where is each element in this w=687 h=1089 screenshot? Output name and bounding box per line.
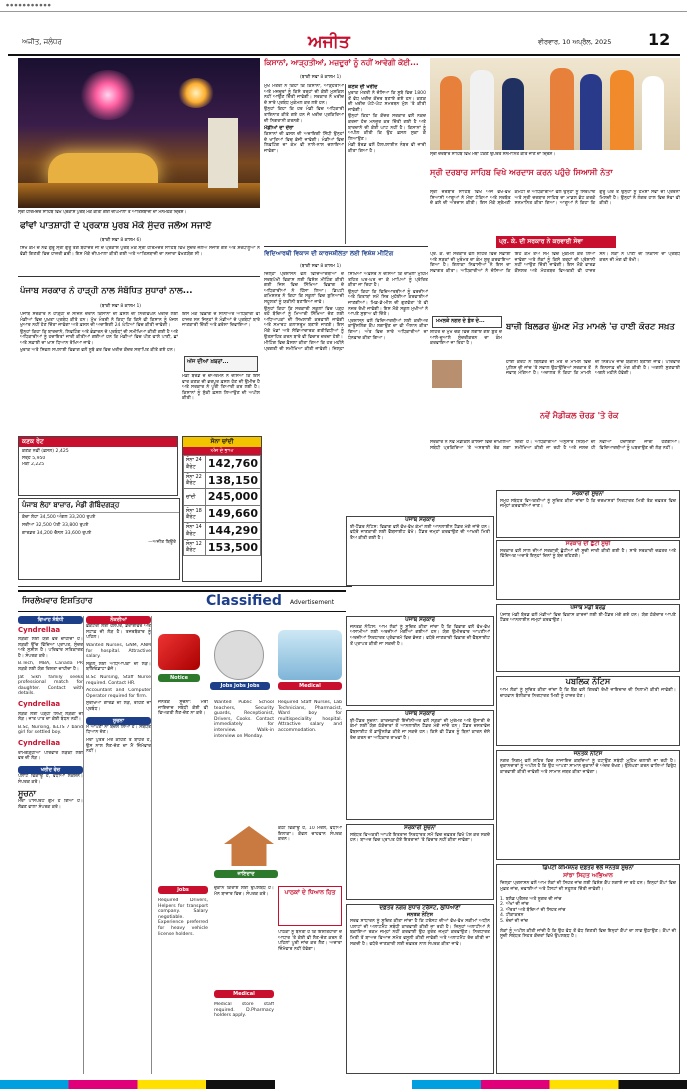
suchna-label: ਸੂਚਨਾ xyxy=(18,789,37,799)
notice-box-r-top xyxy=(496,490,680,538)
notice-box-r-2 xyxy=(496,604,680,672)
section-head: Notice xyxy=(158,674,200,682)
gold-title: ਸੋਨਾ ਚਾਂਦੀ xyxy=(183,437,261,447)
patrak-box xyxy=(278,886,342,926)
classified-punjabi: ਸਿਰਲੇਖਵਾਰ ਇਸ਼ਤਿਹਾਰ xyxy=(22,596,93,605)
darbar-headline: ਸ੍ਰੀ ਦਰਬਾਰ ਸਾਹਿਬ ਵਿਖੇ ਅਰਦਾਸ ਕਰਨ ਪਹੁੰਚੇ ਸਿਆਸੀ ਨੇਤਾ xyxy=(430,168,613,177)
notice-title: ਦਫ਼ਤਰ ਨਗਰ ਸੁਧਾਰ ਟਰੱਸਟ, ਲੁਧਿਆਣਾ xyxy=(379,905,461,911)
small-boxed-item xyxy=(184,356,258,372)
portrait-photo xyxy=(432,360,462,388)
gold-row-value: 138,150 xyxy=(205,472,260,489)
ad-text: ਮੇਰਾ ਪਾਸਪੋਰਟ ਗੁੰਮ ਹੋ ਗਿਆ ਹੈ। ਲੱਭਣ ਵਾਲਾ ਸੰਪਰਕ ਕਰੇ। xyxy=(18,799,83,811)
divider xyxy=(345,84,346,244)
rates-box xyxy=(18,436,178,496)
mandi-reporter: —ਅਜੀਤ ਬਿਊਰੋ xyxy=(148,539,176,545)
medical-tag: Medical xyxy=(278,682,342,690)
main-body: ਸਿੱਖ ਕੌਮ ਦੇ ਨੌਵੇਂ ਗੁਰੂ ਸ੍ਰੀ ਗੁਰੂ ਤੇਗ ਬਹਾਦਰ ਜੀ ਦੇ ਪ੍ਰਕਾਸ਼ ਪੁਰਬ ਮੌਕੇ ਸ੍ਰੀ ਹਰਿਮੰਦਰ ਸਾਹਿਬ ਵਿਖੇ ਸੁੰਦਰ ਜਲੌਅ ਸਜਾਏ ਗਏ ਅਤੇ ਸ਼ਰਧਾਲੂਆਂ ਨੇ ਵੱਡੀ ਗਿਣਤੀ ਵਿਚ ਹਾਜ਼ਰੀ ਭਰੀ। ਇਸ ਮੌਕੇ ਦੀਪਮਾਲਾ ਕੀਤੀ ਗਈ ਅਤੇ ਆਤਿਸ਼ਬਾਜ਼ੀ ਦਾ ਨਜ਼ਾਰਾ ਵੇਖਣਯੋਗ ਸੀ। xyxy=(20,246,260,257)
brand-label: Cyndrellaa xyxy=(18,699,61,708)
darbar-photo xyxy=(430,58,680,150)
kisan-sub2: ਕਣਕ ਦੀ ਖਰੀਦ xyxy=(348,84,378,90)
mandi-row-3: ਗਾਰਡਰ 34,200 ਚੈਨਲ 33,600 ਰੁਪਏ xyxy=(22,530,92,536)
inset-item-title: ਮਮਲਕੇ ਨਗਰ ਦੇ ਬੁੱਤ ਦੇ... xyxy=(436,318,485,324)
rates-item-2: ਸਰ੍ਹੋਂ 5,950 xyxy=(22,456,46,462)
notice-title: ਡਿਪਟੀ ਕਮਿਸ਼ਨਰ ਦਫ਼ਤਰ ਵਲੋਂ ਜਨਤਕ ਸੂਚਨਾ xyxy=(542,865,634,871)
mandi-row-2: ਸਰੀਆ 32,500 ਪੱਤੀ 33,800 ਰੁਪਏ xyxy=(22,523,89,529)
ad-text: ਕੋਠੀ ਵਿਕਾਊ ਹੈ, 10 ਮਰਲੇ, ਵਧੀਆ ਇਲਾਕਾ। ਕੇਵਲ ਚਾਹਵਾਨ ਸੰਪਰਕ ਕਰਨ। xyxy=(278,826,342,843)
rates-item-3: ਮੱਕੀ 2,225 xyxy=(22,461,45,467)
header-date: ਵੀਰਵਾਰ, 10 ਅਪ੍ਰੈਲ, 2025 xyxy=(538,38,612,46)
section-head: Jobs xyxy=(158,886,208,894)
punjab-continued: (ਬਾਕੀ ਸਫਾ 8 ਕਾਲਮ 1) xyxy=(100,304,142,309)
bijli-body: ਜ਼ਿਲ੍ਹਾ ਪ੍ਰਸ਼ਾਸਨ ਵਲੋਂ ਵਿਦਿਆਰਥੀਆਂ ਦੇ ਸਰਬਪੱਖੀ ਵਿਕਾਸ ਲਈ ਵਿਸ਼ੇਸ਼ ਮੀਟਿੰਗ ਕੀਤੀ ਗਈ ਜਿਸ ਵਿਚ ਸਿੱਖਿਆ ਵਿਭਾਗ ਦੇ ਅਧਿਕਾਰੀਆਂ ਨੇ ਹਿੱਸਾ ਲਿਆ। ਡਿਪਟੀ ਕਮਿਸ਼ਨਰ ਨੇ ਕਿਹਾ ਕਿ ਸਕੂਲਾਂ ਵਿਚ ਬੁਨਿਆਦੀ ਸਹੂਲਤਾਂ ਨੂੰ ਯਕੀਨੀ ਬਣਾਇਆ ਜਾਵੇ। ਉਨ੍ਹਾਂ ਕਿਹਾ ਕਿ ਸਰਕਾਰੀ ਸਕੂਲਾਂ ਵਿਚ ਪੜ੍ਹ ਰਹੇ ਬੱਚਿਆਂ ਨੂੰ ਮਿਆਰੀ ਸਿੱਖਿਆ ਦੇਣ ਲਈ ਅਧਿਆਪਕਾਂ ਦੀ ਸਿਖਲਾਈ ਕਰਵਾਈ ਜਾਵੇਗੀ ਅਤੇ ਸਮਾਰਟ ਕਲਾਸਰੂਮ ਬਣਾਏ ਜਾਣਗੇ। ਇਸ ਮੌਕੇ ਖੇਡਾਂ ਅਤੇ ਸੱਭਿਆਚਾਰਕ ਗਤੀਵਿਧੀਆਂ ਨੂੰ ਉਤਸ਼ਾਹਿਤ ਕਰਨ ਬਾਰੇ ਵੀ ਵਿਚਾਰ ਚਰਚਾ ਹੋਈ। ਮੀਟਿੰਗ ਵਿਚ ਫ਼ੈਸਲਾ ਕੀਤਾ ਗਿਆ ਕਿ ਹਰ ਮਹੀਨੇ ਪ੍ਰਗਤੀ ਦੀ ਸਮੀਖਿਆ ਕੀਤੀ ਜਾਵੇਗੀ। ਜ਼ਿਲ੍ਹਾ ਸਿੱਖਿਆ ਅਫ਼ਸਰ ਨੇ ਦੱਸਿਆ ਕਿ ਦਾਖ਼ਲਾ ਮੁਹਿੰਮ ਤਹਿਤ ਘਰ-ਘਰ ਜਾ ਕੇ ਮਾਪਿਆਂ ਨੂੰ ਪ੍ਰੇਰਿਤ ਕੀਤਾ ਜਾ ਰਿਹਾ ਹੈ। ਉਨ੍ਹਾਂ ਕਿਹਾ ਕਿ ਵਿਦਿਆਰਥੀਆਂ ਨੂੰ ਵਰਦੀਆਂ ਅਤੇ ਕਿਤਾਬਾਂ ਸਮੇਂ ਸਿਰ ਮੁਹੱਈਆ ਕਰਵਾਈਆਂ ਜਾਣਗੀਆਂ। ਮਿਡ-ਡੇ-ਮੀਲ ਦੀ ਗੁਣਵੱਤਾ 'ਤੇ ਵੀ ਨਜ਼ਰ ਰੱਖੀ ਜਾਵੇਗੀ। ਇਸ ਮੌਕੇ ਸਕੂਲ ਮੁਖੀਆਂ ਨੇ ਆਪਣੇ ਸੁਝਾਅ ਵੀ ਦਿੱਤੇ। ਪ੍ਰਸ਼ਾਸਨ ਵਲੋਂ ਵਿਦਿਆਰਥੀਆਂ ਲਈ ਕਰੀਅਰ ਕਾਊਂਸਲਿੰਗ ਕੈਂਪ ਲਗਾਉਣ ਦਾ ਵੀ ਐਲਾਨ ਕੀਤਾ ਗਿਆ। ਅੰਤ ਵਿਚ ਸਾਰੇ ਅਧਿਕਾਰੀਆਂ ਦਾ ਧੰਨਵਾਦ ਕੀਤਾ ਗਿਆ। xyxy=(264,272,428,352)
ad-text: ਪਾਠਕਾਂ ਨੂੰ ਬੇਨਤੀ ਹੈ ਕਿ ਇਸ਼ਤਿਹਾਰਾਂ ਦੇ ਆਧਾਰ 'ਤੇ ਕੋਈ ਵੀ ਲੈਣ-ਦੇਣ ਕਰਨ ਤੋਂ ਪਹਿਲਾਂ ਪੂਰੀ ਜਾਂਚ ਕਰ ਲੈਣ। ਅਦਾਰਾ ਜ਼ਿੰਮੇਵਾਰ ਨਹੀਂ ਹੋਵੇਗਾ। xyxy=(278,930,342,952)
section-head: ਵਿਆਹ ਸੰਬੰਧੀ xyxy=(18,616,83,624)
gold-row xyxy=(184,539,261,556)
darbar-body: ਸ੍ਰੀ ਦਰਬਾਰ ਸਾਹਿਬ ਵਿਖੇ ਅੱਜ ਵੱਖ-ਵੱਖ ਸਿਆਸੀ ਆਗੂਆਂ ਨੇ ਮੱਥਾ ਟੇਕਿਆ ਅਤੇ ਸਰਬੱਤ ਦੇ ਭਲੇ ਦੀ ਅਰਦਾਸ ਕੀਤੀ। ਇਸ ਮੌਕੇ ਸ਼੍ਰੋਮਣੀ ਕਮੇਟੀ ਦੇ ਅਧਿਕਾਰੀਆਂ ਵਲੋਂ ਉਨ੍ਹਾਂ ਨੂੰ ਸਿਰੋਪਾਓ ਅਤੇ ਸ੍ਰੀ ਦਰਬਾਰ ਸਾਹਿਬ ਦਾ ਮਾਡਲ ਭੇਟ ਕਰਕੇ ਸਨਮਾਨਿਤ ਕੀਤਾ ਗਿਆ। ਆਗੂਆਂ ਨੇ ਕਿਹਾ ਕਿ ਗੁਰੂ ਘਰ ਤੋਂ ਉਨ੍ਹਾਂ ਨੂੰ ਹਮੇਸ਼ਾ ਸੇਵਾ ਦੀ ਪ੍ਰੇਰਨਾ ਮਿਲਦੀ ਹੈ। ਉਨ੍ਹਾਂ ਨੇ ਲੰਗਰ ਹਾਲ ਵਿਚ ਸੇਵਾ ਵੀ ਕੀਤੀ। xyxy=(430,190,680,207)
notice-body: ਲੋਕਾਂ ਨੂੰ ਅਪੀਲ ਕੀਤੀ ਜਾਂਦੀ ਹੈ ਕਿ ਉਹ ਵੱਧ ਤੋਂ ਵੱਧ ਗਿਣਤੀ ਵਿਚ ਇਨ੍ਹਾਂ ਕੈਂਪਾਂ ਦਾ ਲਾਭ ਉਠਾਉਣ। ਕੈਂਪਾਂ ਦੀ ਸੂਚੀ ਸਬੰਧਤ ਸਿਹਤ ਕੇਂਦਰਾਂ ਵਿਖੇ ਉਪਲਬਧ ਹੈ। xyxy=(500,928,676,940)
section-head: ਨੌਕਰੀਆਂ xyxy=(86,616,151,624)
ad-text: B.Sc, Nursing, IELTS 7 band girl for settled boy. xyxy=(18,724,83,736)
notice-subtitle: ਸਾਂਝਾ ਸਿਹਤ ਅਭਿਆਨ xyxy=(563,871,613,879)
ad-text: ਰਾਮਗੜ੍ਹੀਆ ਪਰਿਵਾਰ ਲੜਕੀ ਲਈ ਵਰ ਦੀ ਲੋੜ। xyxy=(18,750,83,762)
gold-row xyxy=(184,522,261,539)
bari-body-2: ਸਰਕਾਰ ਨੇ ਨਵੇਂ ਮੈਡੀਕਲ ਕਾਲਜਾਂ ਵਿਚ ਦਾਖ਼ਲਿਆਂ ਸਬੰਧੀ ਪ੍ਰਕਿਰਿਆ 'ਤੇ ਅਸਥਾਈ ਰੋਕ ਲਗਾ ਦਿੱਤੀ ਹੈ। ਅਧਿਕਾਰੀਆਂ ਅਨੁਸਾਰ ਨਿਯਮਾਂ ਦੀ ਸਮੀਖਿਆ ਕੀਤੀ ਜਾ ਰਹੀ ਹੈ ਅਤੇ ਜਲਦ ਹੀ ਨਵੀਂਆਂ ਹਦਾਇਤਾਂ ਜਾਰੀ ਹੋਣਗੀਆਂ। ਵਿਦਿਆਰਥੀਆਂ ਨੂੰ ਘਬਰਾਉਣ ਦੀ ਲੋੜ ਨਹੀਂ। xyxy=(430,440,680,451)
patrak-title: ਪਾਠਕਾਂ ਦੇ ਧਿਆਨ ਹਿਤ xyxy=(284,889,336,896)
main-photo-caption: ਸ੍ਰੀ ਹਰਿਮੰਦਰ ਸਾਹਿਬ ਵਿਖੇ ਪ੍ਰਕਾਸ਼ ਪੁਰਬ ਮੌਕੇ ਕੀਤੀ ਗਈ ਦੀਪਮਾਲਾ ਤੇ ਆਤਿਸ਼ਬਾਜ਼ੀ ਦਾ ਮਨਮੋਹਕ ਦ੍ਰਿਸ਼। xyxy=(18,210,187,215)
header-city: ਅਜੀਤ, ਜਲੰਧਰ xyxy=(22,38,62,46)
notice-box-r-1 xyxy=(496,540,680,600)
gold-row-value: 144,290 xyxy=(205,522,260,539)
notice-box-r-4 xyxy=(496,750,680,860)
ad-text: Wanted Nurses, GNM, ANM for hospital. Attractive salary. xyxy=(86,643,151,660)
mandi-row-1: ਕੱਚਾ ਲੋਹਾ 34,500 ਅੰਗਲ 33,200 ਰੁਪਏ xyxy=(22,514,96,520)
gold-row xyxy=(184,472,261,489)
ad-text: Accountant and Computer Operator required for firm. xyxy=(86,688,151,699)
ad-text: ਪਲਾਟ ਵਿਕਾਊ ਹੈ, ਵਧੀਆ ਲੋਕੇਸ਼ਨ। ਸੰਪਰਕ ਕਰੋ। xyxy=(18,774,83,785)
notice-title: ਪਬਲਿਕ ਨੋਟਿਸ xyxy=(565,677,611,686)
mandi-box xyxy=(18,498,180,580)
ad-text: Jat Sikh family seeks professional match for daughter. Contact with details. xyxy=(18,674,83,697)
notice-body: ਸਮੂਹ ਸਬੰਧਤ ਵਿਅਕਤੀਆਂ ਨੂੰ ਸੂਚਿਤ ਕੀਤਾ ਜਾਂਦਾ ਹੈ ਕਿ ਦਰਖ਼ਾਸਤਾਂ ਨਿਰਧਾਰਤ ਮਿਤੀ ਤੱਕ ਦਫ਼ਤਰ ਵਿਚ ਜਮ੍ਹਾਂ ਕਰਵਾਈਆਂ ਜਾਣ। xyxy=(500,498,676,510)
punjab-body: ਪੰਜਾਬ ਸਰਕਾਰ ਨੇ ਹਾੜ੍ਹੀ ਦੇ ਸੀਜ਼ਨ ਦੌਰਾਨ ਕਿਸਾਨਾਂ ਦੀ ਫ਼ਸਲ ਦੀ ਨਿਰਵਿਘਨ ਖਰੀਦ ਲਈ ਮੰਡੀਆਂ ਵਿਚ ਪੁਖ਼ਤਾ ਪ੍ਰਬੰਧ ਕੀਤੇ ਹਨ। ਮੁੱਖ ਮੰਤਰੀ ਨੇ ਕਿਹਾ ਕਿ ਕਿਸੇ ਵੀ ਕਿਸਾਨ ਨੂੰ ਖੱਜਲ ਖੁਆਰ ਨਹੀਂ ਹੋਣ ਦਿੱਤਾ ਜਾਵੇਗਾ ਅਤੇ ਫ਼ਸਲ ਦੀ ਅਦਾਇਗੀ 24 ਘੰਟਿਆਂ ਵਿਚ ਕੀਤੀ ਜਾਵੇਗੀ। ਉਨ੍ਹਾਂ ਕਿਹਾ ਕਿ ਬਾਰਦਾਨੇ, ਲਿਫਟਿੰਗ ਅਤੇ ਭੰਡਾਰਨ ਦੇ ਪ੍ਰਬੰਧਾਂ ਦੀ ਸਮੀਖਿਆ ਕੀਤੀ ਗਈ ਹੈ ਅਤੇ ਅਧਿਕਾਰੀਆਂ ਨੂੰ ਹਦਾਇਤਾਂ ਜਾਰੀ ਕੀਤੀਆਂ ਗਈਆਂ ਹਨ ਕਿ ਮੰਡੀਆਂ ਵਿਚ ਪੀਣ ਵਾਲੇ ਪਾਣੀ, ਛਾਂ ਅਤੇ ਸਫ਼ਾਈ ਦਾ ਖ਼ਾਸ ਧਿਆਨ ਰੱਖਿਆ ਜਾਵੇ। ਖੁਰਾਕ ਅਤੇ ਸਿਵਲ ਸਪਲਾਈ ਵਿਭਾਗ ਵਲੋਂ ਸੂਬੇ ਭਰ ਵਿਚ ਖਰੀਦ ਕੇਂਦਰ ਸਥਾਪਿਤ ਕੀਤੇ ਗਏ ਹਨ। xyxy=(20,312,178,353)
gold-row xyxy=(184,506,261,523)
page-number: 12 xyxy=(648,30,671,49)
darbar-caption: ਸ੍ਰੀ ਦਰਬਾਰ ਸਾਹਿਬ ਵਿਖੇ ਮੱਥਾ ਟੇਕਣ ਉਪਰੰਤ ਸਨਮਾਨਿਤ ਕੀਤੇ ਜਾਣ ਦਾ ਦ੍ਰਿਸ਼। xyxy=(430,152,556,157)
brand-label: Cyndrellaa xyxy=(18,626,61,635)
notice-body: ਸਰਕਾਰ ਵਲੋਂ ਸਾਲ ਦੀਆਂ ਸਰਕਾਰੀ ਛੁੱਟੀਆਂ ਦੀ ਸੂਚੀ ਜਾਰੀ ਕੀਤੀ ਗਈ ਹੈ। ਸਾਰੇ ਸਰਕਾਰੀ ਦਫ਼ਤਰ ਅਤੇ ਵਿੱਦਿਅਕ ਅਦਾਰੇ ਇਨ੍ਹਾਂ ਦਿਨਾਂ ਨੂੰ ਬੰਦ ਰਹਿਣਗੇ। xyxy=(500,548,676,560)
mandi-headline: ਪੰਜਾਬ ਲੇਹਾ ਬਾਜ਼ਾਰ, ਮੰਡੀ ਗੋਬਿੰਦਗੜ੍ਹ xyxy=(19,499,179,513)
punjab-body-2: ਇਸ ਮੌਕੇ ਵਿਭਾਗ ਦੇ ਸੀਨੀਅਰ ਅਧਿਕਾਰੀ ਵੀ ਹਾਜ਼ਰ ਸਨ ਜਿਨ੍ਹਾਂ ਨੇ ਮੰਡੀਆਂ ਦੇ ਪ੍ਰਬੰਧਾਂ ਬਾਰੇ ਜਾਣਕਾਰੀ ਦਿੱਤੀ ਅਤੇ ਭਰੋਸਾ ਦਿਵਾਇਆ। xyxy=(182,312,260,329)
notice-box-mid-2 xyxy=(346,616,494,706)
notice-box-r-3 xyxy=(496,676,680,746)
section-head: ਖਰੀਦ ਵੇਚ xyxy=(18,766,83,774)
notice-title: ਜਨਤਕ ਨੋਟਿਸ xyxy=(573,751,603,757)
classified-col-2 xyxy=(86,616,152,1074)
notice-title: ਪੰਜਾਬ ਮੰਡੀ ਬੋਰਡ xyxy=(570,605,606,611)
masthead-logo: ਅਜੀਤ xyxy=(308,32,350,52)
notice-box-r-5 xyxy=(496,864,680,1074)
gold-row xyxy=(184,455,261,472)
kisan-headline: ਕਿਸਾਨਾਂ, ਆੜ੍ਹਤੀਆਂ, ਮਜ਼ਦੂਰਾਂ ਨੂੰ ਨਹੀਂ ਆਵੇਗੀ ਕੋਈ... xyxy=(264,58,419,67)
bijli-continued: (ਬਾਕੀ ਸਫਾ 8 ਕਾਲਮ 1) xyxy=(300,264,342,269)
classified-col-1 xyxy=(18,616,84,1074)
pk-headline-bar xyxy=(496,236,616,248)
brand-label: Cyndrellaa xyxy=(18,739,61,748)
ad-text: Wanted Public School teachers, Security guards, Receptionist, Drivers, Cooks. Contact immediately for interview. Walk-in interview on Monday. xyxy=(214,700,274,739)
ad-text: Required Drivers, Helpers for transport company. Salary negotiable. Experience preferred for heavy vehicle license holders. xyxy=(158,898,208,937)
gold-row-label: ਸੋਨਾ 24 ਕੈਰੇਟ xyxy=(184,455,206,472)
rates-title: ਕਣਕ ਰੇਟ xyxy=(19,437,177,447)
gold-row-label: ਸੋਨਾ 22 ਕੈਰੇਟ xyxy=(184,472,206,489)
ad-text: ਜਨਤਕ ਸੂਚਨਾ: ਮੇਰੀ ਜਾਇਦਾਦ ਸਬੰਧੀ ਕੋਈ ਵੀ ਵਿਅਕਤੀ ਲੈਣ-ਦੇਣ ਨਾ ਕਰੇ। xyxy=(158,700,208,717)
firework-burst xyxy=(78,70,138,120)
notice-body: ਆਮ ਲੋਕਾਂ ਨੂੰ ਸੂਚਿਤ ਕੀਤਾ ਜਾਂਦਾ ਹੈ ਕਿ ਬੈਂਕ ਵਲੋਂ ਗਿਰਵੀ ਰੱਖੀ ਜਾਇਦਾਦ ਦੀ ਨਿਲਾਮੀ ਕੀਤੀ ਜਾਵੇਗੀ। ਚਾਹਵਾਨ ਬੋਲੀਕਾਰ ਨਿਰਧਾਰਤ ਮਿਤੀ ਨੂੰ ਹਾਜ਼ਰ ਹੋਣ। xyxy=(500,688,676,699)
notice-box-mid-5 xyxy=(346,904,494,1074)
bari-sub: ਨਵੇਂ ਮੈਡੀਕਲ ਚੋਰਡ 'ਤੇ ਰੋਕ xyxy=(540,411,619,420)
punjab-headline: ਪੰਜਾਬ ਸਰਕਾਰ ਨੇ ਹਾੜ੍ਹੀ ਨਾਲ ਸੰਬੰਧਿਤ ਸੁਧਾਰਾਂ ਨਾਲ... xyxy=(20,286,193,296)
ad-text: ਦੁਕਾਨ ਕਿਰਾਏ ਲਈ ਉਪਲਬਧ ਹੈ। ਮੇਨ ਬਾਜ਼ਾਰ ਵਿਚ। ਸੰਪਰਕ ਕਰੋ। xyxy=(214,886,274,897)
notice-body: ਈ-ਟੈਂਡਰ ਸੂਚਨਾ: ਕਾਰਜਕਾਰੀ ਇੰਜੀਨੀਅਰ ਵਲੋਂ ਸੜਕਾਂ ਦੀ ਮੁਰੰਮਤ ਅਤੇ ਉਸਾਰੀ ਦੇ ਕੰਮਾਂ ਲਈ ਯੋਗ ਠੇਕੇਦਾਰਾਂ ਤੋਂ ਆਨਲਾਈਨ ਟੈਂਡਰ ਮੰਗੇ ਜਾਂਦੇ ਹਨ। ਟੈਂਡਰ ਦਸਤਾਵੇਜ਼ ਵੈੱਬਸਾਈਟ ਤੋਂ ਡਾਊਨਲੋਡ ਕੀਤੇ ਜਾ ਸਕਦੇ ਹਨ। ਕਿਸੇ ਵੀ ਟੈਂਡਰ ਨੂੰ ਬਿਨਾਂ ਕਾਰਨ ਦੱਸੇ ਰੱਦ ਕਰਨ ਦਾ ਅਧਿਕਾਰ ਰਾਖਵਾਂ ਹੈ। xyxy=(350,718,490,741)
notice-title: ਪੰਜਾਬ ਸਰਕਾਰ xyxy=(405,517,435,523)
rates-item-1: ਕਣਕ ਨਵੀਂ (ਫ਼ਸਲ) 2,425 xyxy=(22,448,69,454)
gold-row-label: ਚਾਂਦੀ xyxy=(184,489,206,506)
medical-staff-icon xyxy=(278,630,342,680)
notice-title: ਸਰਕਾਰੀ ਸੂਚਨਾ xyxy=(404,825,436,831)
kisan-body-2: ਕਣਕ ਦੀ ਖਰੀਦ ਖੁਰਾਕ ਮੰਤਰੀ ਨੇ ਦੱਸਿਆ ਕਿ ਸੂਬੇ ਵਿਚ 1800 ਤੋਂ ਵੱਧ ਖਰੀਦ ਕੇਂਦਰ ਬਣਾਏ ਗਏ ਹਨ। ਕਣਕ ਦੀ ਖਰੀਦ ਘੱਟੋ-ਘੱਟ ਸਮਰਥਨ ਮੁੱਲ 'ਤੇ ਕੀਤੀ ਜਾਵੇਗੀ। ਉਨ੍ਹਾਂ ਕਿਹਾ ਕਿ ਕੇਂਦਰ ਸਰਕਾਰ ਵਲੋਂ ਨਕਦ ਕਰਜ਼ਾ ਹੱਦ ਮਨਜ਼ੂਰ ਕਰ ਦਿੱਤੀ ਗਈ ਹੈ ਅਤੇ ਬਾਰਦਾਨੇ ਦੀ ਕੋਈ ਘਾਟ ਨਹੀਂ ਹੈ। ਕਿਸਾਨਾਂ ਨੂੰ ਅਪੀਲ ਕੀਤੀ ਕਿ ਉਹ ਫ਼ਸਲ ਸੁਕਾ ਕੇ ਲਿਆਉਣ। ਮੰਡੀ ਬੋਰਡ ਵਲੋਂ ਹੈਲਪਲਾਈਨ ਨੰਬਰ ਵੀ ਜਾਰੀ ਕੀਤਾ ਗਿਆ ਹੈ। xyxy=(348,84,426,155)
gold-box xyxy=(182,436,262,582)
gold-row xyxy=(184,489,261,506)
bari-body: ਹਾਈ ਕੋਰਟ ਨੇ ਬਿਲਡਰ ਦੀ ਮੌਤ ਦੇ ਮਾਮਲੇ ਵਿਚ ਪੁਲਿਸ ਦੀ ਜਾਂਚ 'ਤੇ ਸਵਾਲ ਉਠਾਉਂਦਿਆਂ ਸਰਕਾਰ ਤੋਂ ਜਵਾਬ ਮੰਗਿਆ ਹੈ। ਅਦਾਲਤ ਨੇ ਕਿਹਾ ਕਿ ਮਾਮਲੇ ਦੀ ਨਿਰਪੱਖ ਜਾਂਚ ਯਕੀਨੀ ਬਣਾਈ ਜਾਵੇ। ਪਰਿਵਾਰ ਨੇ ਇਨਸਾਫ਼ ਦੀ ਮੰਗ ਕੀਤੀ ਹੈ। ਅਗਲੀ ਸੁਣਵਾਈ ਅਗਲੇ ਮਹੀਨੇ ਹੋਵੇਗੀ। xyxy=(506,360,680,377)
firework-burst-2 xyxy=(178,78,214,108)
page-header xyxy=(8,30,680,56)
temple-shape xyxy=(48,153,158,183)
person-figure xyxy=(610,70,634,150)
gold-row-value: 245,000 xyxy=(205,489,260,506)
person-figure xyxy=(470,70,494,150)
notice-body: 1. ਬਲੱਡ ਪ੍ਰੈਸ਼ਰ ਅਤੇ ਸ਼ੂਗਰ ਦੀ ਜਾਂਚ 2. ਅੱਖਾਂ ਦੀ ਜਾਂਚ 3. ਔਰਤਾਂ ਅਤੇ ਬੱਚਿਆਂ ਦੀ ਸਿਹਤ ਜਾਂਚ 4. ਟੀਕਾਕਰਨ 5. ਦੰਦਾਂ ਦੀ ਜਾਂਚ xyxy=(500,896,566,924)
pk-headline: ਪ੍ਰ. ਕੇ. ਦੀ ਸਰਕਾਰ ਨੇ ਕਰਵਾਈ ਸੇਵਾ xyxy=(499,238,583,245)
person-figure xyxy=(642,76,664,150)
ad-text: ਲੜਕੇ ਲਈ ਪੜ੍ਹੀ ਲਿਖੀ ਲੜਕੀ ਦੀ ਲੋੜ। ਜਾਤ ਪਾਤ ਦਾ ਕੋਈ ਬੰਧਨ ਨਹੀਂ। xyxy=(18,711,83,723)
notice-body: ਸਰਵ ਸਾਧਾਰਨ ਨੂੰ ਸੂਚਿਤ ਕੀਤਾ ਜਾਂਦਾ ਹੈ ਕਿ ਟਰੱਸਟ ਦੀਆਂ ਵੱਖ-ਵੱਖ ਸਕੀਮਾਂ ਅਧੀਨ ਪਲਾਟਾਂ ਦੀ ਅਲਾਟਮੈਂਟ ਸਬੰਧੀ ਕਾਰਵਾਈ ਕੀਤੀ ਜਾ ਰਹੀ ਹੈ। ਜਿਨ੍ਹਾਂ ਅਲਾਟੀਆਂ ਨੇ ਬਕਾਇਆ ਰਕਮ ਜਮ੍ਹਾਂ ਨਹੀਂ ਕਰਵਾਈ ਉਹ ਤੁਰੰਤ ਜਮ੍ਹਾਂ ਕਰਵਾਉਣ। ਨਿਰਧਾਰਤ ਮਿਤੀ ਤੋਂ ਬਾਅਦ ਵਿਆਜ ਸਮੇਤ ਵਸੂਲੀ ਕੀਤੀ ਜਾਵੇਗੀ ਅਤੇ ਅਲਾਟਮੈਂਟ ਰੱਦ ਕੀਤੀ ਜਾ ਸਕਦੀ ਹੈ। ਵਧੇਰੇ ਜਾਣਕਾਰੀ ਲਈ ਦਫ਼ਤਰ ਨਾਲ ਸੰਪਰਕ ਕੀਤਾ ਜਾਵੇ। xyxy=(350,919,490,947)
notice-subtitle: ਜਨਤਕ ਨੋਟਿਸ xyxy=(406,911,433,918)
notice-box-mid-3 xyxy=(346,710,494,820)
gold-row-label: ਸੋਨਾ 12 ਕੈਰੇਟ xyxy=(184,539,206,556)
gold-row-label: ਸੋਨਾ 14 ਕੈਰੇਟ xyxy=(184,522,206,539)
section-head: ਜਾਇਦਾਦ xyxy=(214,870,278,878)
print-marks xyxy=(0,0,687,12)
bari-headline: ਬਾਜ਼ੀ ਬਿਲਡਰ ਘੁੰਮਣ ਮੌਤ ਮਾਮਲੇ 'ਚ ਹਾਈ ਕੋਰਟ ਸਖ਼ਤ xyxy=(506,322,675,332)
clock-tower xyxy=(208,118,238,188)
gold-row-value: 142,760 xyxy=(205,455,260,472)
classified-english2: Advertisement xyxy=(290,599,335,606)
person-figure xyxy=(550,68,574,150)
person-figure xyxy=(502,78,524,150)
print-color-bar xyxy=(0,1080,687,1089)
gold-label: ਅੱਜ ਦੇ ਭਾਅ xyxy=(183,447,261,455)
ad-text: B.Sc Nursing, Staff Nurse required. Contact HR. xyxy=(86,675,151,686)
kisan-continued: (ਬਾਕੀ ਸਫਾ 8 ਕਾਲਮ 1) xyxy=(300,75,342,80)
notice-title: ਪੰਜਾਬ ਸਰਕਾਰ xyxy=(405,617,435,623)
pk-body: ਪ੍ਰ. ਕੇ. ਦੀ ਸਰਕਾਰ ਵਲੋਂ ਸ਼ਹਿਰ ਵਿਚ ਸਫ਼ਾਈ ਅਤੇ ਸੜਕਾਂ ਦੀ ਮੁਰੰਮਤ ਦਾ ਕੰਮ ਸ਼ੁਰੂ ਕਰਵਾਇਆ ਗਿਆ ਹੈ। ਇਲਾਕਾ ਨਿਵਾਸੀਆਂ ਨੇ ਇਸ ਦਾ ਸਵਾਗਤ ਕੀਤਾ। ਅਧਿਕਾਰੀਆਂ ਨੇ ਦੱਸਿਆ ਕਿ ਇਹ ਕੰਮ ਤੈਅ ਸਮੇਂ ਵਿਚ ਮੁਕੰਮਲ ਕਰ ਲਿਆ ਜਾਵੇਗਾ ਅਤੇ ਲੋਕਾਂ ਨੂੰ ਕਿਸੇ ਤਰ੍ਹਾਂ ਦੀ ਪ੍ਰੇਸ਼ਾਨੀ ਨਹੀਂ ਆਉਣ ਦਿੱਤੀ ਜਾਵੇਗੀ। ਇਸ ਮੌਕੇ ਵਾਰਡ ਕੌਂਸਲਰ ਅਤੇ ਮੋਹਤਬਰ ਵਿਅਕਤੀ ਵੀ ਹਾਜ਼ਰ ਸਨ। ਲੋਕਾਂ ਨੇ ਪਾਣੀ ਦੀ ਨਿਕਾਸੀ ਦਾ ਪ੍ਰਬੰਧ ਕਰਨ ਦੀ ਮੰਗ ਵੀ ਰੱਖੀ। xyxy=(430,252,680,274)
notice-body: ਸਬੰਧਤ ਵਿਅਕਤੀ ਆਪਣੇ ਇਤਰਾਜ਼ ਨਿਰਧਾਰਤ ਸਮੇਂ ਵਿਚ ਦਫ਼ਤਰ ਵਿਖੇ ਪੇਸ਼ ਕਰ ਸਕਦੇ ਹਨ। ਬਾਅਦ ਵਿਚ ਪ੍ਰਾਪਤ ਹੋਏ ਇਤਰਾਜ਼ਾਂ 'ਤੇ ਵਿਚਾਰ ਨਹੀਂ ਕੀਤਾ ਜਾਵੇਗਾ। xyxy=(350,832,490,844)
notice-megaphone-icon xyxy=(158,634,200,670)
bijli-headline: ਵਿਦਿਆਰਥੀ ਵਿਕਾਸ ਦੀ ਕਾਰਜਸ਼ੀਲਤਾ ਲਈ ਵਿਸ਼ੇਸ਼ ਮੀਟਿੰਗ xyxy=(264,250,394,257)
inset-item xyxy=(432,316,502,328)
ad-text: Medical store staff required. D.Pharmacy holders apply. xyxy=(214,1002,274,1019)
golden-temple-photo xyxy=(18,58,260,208)
punjab-body-3: ਮੰਡੀ ਬੋਰਡ ਦੇ ਚੇਅਰਮੈਨ ਨੇ ਦੱਸਿਆ ਕਿ ਇਸ ਵਾਰ ਕਣਕ ਦੀ ਭਰਪੂਰ ਫ਼ਸਲ ਹੋਣ ਦੀ ਉਮੀਦ ਹੈ ਅਤੇ ਸਰਕਾਰ ਨੇ ਪੂਰੀ ਤਿਆਰੀ ਕਰ ਲਈ ਹੈ। ਕਿਸਾਨਾਂ ਨੂੰ ਸੁੱਕੀ ਫ਼ਸਲ ਲਿਆਉਣ ਦੀ ਅਪੀਲ ਕੀਤੀ। xyxy=(182,374,260,402)
notice-box-mid-4 xyxy=(346,824,494,900)
divider xyxy=(18,276,260,277)
person-figure xyxy=(440,76,462,150)
notice-title: ਪੰਜਾਬ ਸਰਕਾਰ xyxy=(405,711,435,717)
kisan-sub1: ਮੰਡੀਆਂ ਦਾ ਦੌਰਾ xyxy=(264,125,294,132)
notice-title: ਸਰਕਾਰ ਦੀ ਛੁੱਟੀ ਸੂਚੀ xyxy=(565,541,611,547)
main-headline: ਫਾਂਵਾਂ ਪਾਤਸ਼ਾਹੀ ਦੇ ਪ੍ਰਕਾਸ਼ ਪੁਰਬ ਮੌਕੇ ਸੁੰਦਰ ਜਲੌਅ ਸਜਾਏ xyxy=(20,221,212,231)
gold-table xyxy=(183,455,261,557)
notice-body: ਪੰਜਾਬ ਮੰਡੀ ਬੋਰਡ ਵਲੋਂ ਮੰਡੀਆਂ ਵਿਚ ਵਿਕਾਸ ਕਾਰਜਾਂ ਲਈ ਈ-ਟੈਂਡਰ ਮੰਗੇ ਗਏ ਹਨ। ਯੋਗ ਠੇਕੇਦਾਰ ਆਪਣੇ ਟੈਂਡਰ ਆਨਲਾਈਨ ਜਮ੍ਹਾਂ ਕਰਵਾਉਣ। xyxy=(500,612,676,624)
ad-text: ਮੇਰਾ ਪੁੱਤਰ ਮੇਰੇ ਕਹਿਣੇ ਤੋਂ ਬਾਹਰ ਹੈ, ਉਸ ਨਾਲ ਲੈਣ-ਦੇਣ ਦਾ ਮੈਂ ਜ਼ਿੰਮੇਵਾਰ ਨਹੀਂ। xyxy=(86,738,151,755)
small-boxed-title: ਅੱਜ ਦੀਆਂ ਖ਼ਬਰਾਂ... xyxy=(187,359,229,365)
ad-text: ਸਕੂਲ ਲਈ ਅਧਿਆਪਕਾਂ ਦੀ ਲੋੜ। ਬਾਇਓਡਾਟਾ ਭੇਜੋ। xyxy=(86,661,151,673)
classified-col-3 xyxy=(154,616,346,1074)
person-figure xyxy=(580,74,602,150)
notice-box-mid-1 xyxy=(346,516,494,586)
gold-row-value: 153,500 xyxy=(205,539,260,556)
section-head: Medical xyxy=(214,990,274,998)
ad-text: ਸੁਰੱਖਿਆ ਗਾਰਡ ਦੀ ਲੋੜ, ਰਹਿਣ ਦਾ ਪ੍ਰਬੰਧ। xyxy=(86,701,151,712)
house-icon xyxy=(224,826,274,866)
classified-banner xyxy=(18,590,346,612)
ad-text: B.Tech, MBA, Canada PR ਲੜਕੇ ਲਈ ਯੋਗ ਰਿਸ਼ਤਾ ਚਾਹੀਦਾ ਹੈ। xyxy=(18,661,83,672)
main-continued: (ਬਾਕੀ ਸਫਾ 8 ਕਾਲਮ 6) xyxy=(100,238,142,243)
jobs-tag: Jobs Jobs Jobs xyxy=(210,682,270,690)
notice-body: ਜ਼ਿਲ੍ਹਾ ਪ੍ਰਸ਼ਾਸਨ ਵਲੋਂ ਆਮ ਲੋਕਾਂ ਦੀ ਸਿਹਤ ਜਾਂਚ ਲਈ ਵਿਸ਼ੇਸ਼ ਕੈਂਪ ਲਗਾਏ ਜਾ ਰਹੇ ਹਨ। ਇਨ੍ਹਾਂ ਕੈਂਪਾਂ ਵਿਚ ਮੁਫ਼ਤ ਜਾਂਚ, ਦਵਾਈਆਂ ਅਤੇ ਟੈਸਟਾਂ ਦੀ ਸਹੂਲਤ ਦਿੱਤੀ ਜਾਵੇਗੀ। xyxy=(500,881,676,892)
kisan-body-1: ਮੁੱਖ ਮੰਤਰੀ ਨੇ ਕਿਹਾ ਕਿ ਕਿਸਾਨਾਂ, ਆੜ੍ਹਤੀਆਂ ਅਤੇ ਮਜ਼ਦੂਰਾਂ ਨੂੰ ਕਿਸੇ ਤਰ੍ਹਾਂ ਦੀ ਕੋਈ ਮੁਸ਼ਕਿਲ ਨਹੀਂ ਆਉਣ ਦਿੱਤੀ ਜਾਵੇਗੀ। ਸਰਕਾਰ ਨੇ ਖਰੀਦ ਦੇ ਸਾਰੇ ਪ੍ਰਬੰਧ ਮੁਕੰਮਲ ਕਰ ਲਏ ਹਨ। ਉਨ੍ਹਾਂ ਕਿਹਾ ਕਿ ਹਰ ਮੰਡੀ ਵਿਚ ਅਧਿਕਾਰੀ ਤਾਇਨਾਤ ਕੀਤੇ ਗਏ ਹਨ ਜੋ ਖਰੀਦ ਪ੍ਰਕਿਰਿਆ ਦੀ ਨਿਗਰਾਨੀ ਕਰਨਗੇ। ਮੰਡੀਆਂ ਦਾ ਦੌਰਾ ਕਿਸਾਨਾਂ ਦੀ ਫ਼ਸਲ ਦੀ ਅਦਾਇਗੀ ਸਿੱਧੀ ਉਨ੍ਹਾਂ ਦੇ ਖਾਤਿਆਂ ਵਿਚ ਭੇਜੀ ਜਾਵੇਗੀ। ਮੰਡੀਆਂ ਵਿਚ ਲਿਫ਼ਟਿੰਗ ਦਾ ਕੰਮ ਵੀ ਨਾਲੋ-ਨਾਲ ਚਲਾਇਆ ਜਾਵੇਗਾ। xyxy=(264,84,344,155)
notice-body: ਈ-ਟੈਂਡਰ ਨੋਟਿਸ: ਵਿਭਾਗ ਵਲੋਂ ਵੱਖ-ਵੱਖ ਕੰਮਾਂ ਲਈ ਆਨਲਾਈਨ ਟੈਂਡਰ ਮੰਗੇ ਜਾਂਦੇ ਹਨ। ਵਧੇਰੇ ਜਾਣਕਾਰੀ ਲਈ ਵੈੱਬਸਾਈਟ ਵੇਖੋ। ਟੈਂਡਰ ਜਮ੍ਹਾਂ ਕਰਵਾਉਣ ਦੀ ਆਖ਼ਰੀ ਮਿਤੀ ਤੈਅ ਕੀਤੀ ਗਈ ਹੈ। xyxy=(350,524,490,542)
print-marks-text: ● ● ● ● ● ● ● ● ● ● ● xyxy=(6,3,51,7)
classified-english: Classified xyxy=(206,593,282,609)
section-head: ਸੂਚਨਾ xyxy=(86,717,151,725)
notice-body: ਜਨਤਕ ਨੋਟਿਸ: ਆਮ ਲੋਕਾਂ ਨੂੰ ਸੂਚਿਤ ਕੀਤਾ ਜਾਂਦਾ ਹੈ ਕਿ ਵਿਭਾਗ ਵਲੋਂ ਵੱਖ-ਵੱਖ ਅਸਾਮੀਆਂ ਲਈ ਅਰਜ਼ੀਆਂ ਮੰਗੀਆਂ ਗਈਆਂ ਹਨ। ਯੋਗ ਉਮੀਦਵਾਰ ਆਪਣੀਆਂ ਅਰਜ਼ੀਆਂ ਨਿਰਧਾਰਤ ਪ੍ਰੋਫਾਰਮੇ ਵਿਚ ਭੇਜਣ। ਵਧੇਰੇ ਜਾਣਕਾਰੀ ਵਿਭਾਗ ਦੀ ਵੈੱਬਸਾਈਟ ਤੋਂ ਪ੍ਰਾਪਤ ਕੀਤੀ ਜਾ ਸਕਦੀ ਹੈ। xyxy=(350,624,490,647)
gold-row-value: 149,660 xyxy=(205,506,260,523)
notice-body: ਨਗਰ ਨਿਗਮ ਵਲੋਂ ਸ਼ਹਿਰ ਵਿਚ ਨਾਜਾਇਜ਼ ਕਬਜ਼ਿਆਂ ਨੂੰ ਹਟਾਉਣ ਸਬੰਧੀ ਮੁਹਿੰਮ ਚਲਾਈ ਜਾ ਰਹੀ ਹੈ। ਦੁਕਾਨਦਾਰਾਂ ਨੂੰ ਅਪੀਲ ਹੈ ਕਿ ਉਹ ਆਪਣਾ ਸਾਮਾਨ ਦੁਕਾਨਾਂ ਦੇ ਅੰਦਰ ਰੱਖਣ। ਉਲੰਘਣਾ ਕਰਨ ਵਾਲਿਆਂ ਵਿਰੁੱਧ ਕਾਰਵਾਈ ਕੀਤੀ ਜਾਵੇਗੀ ਅਤੇ ਸਾਮਾਨ ਜ਼ਬਤ ਕੀਤਾ ਜਾਵੇਗਾ। xyxy=(500,758,676,776)
ad-text: Required Staff Nurses, Lab Technicians, Pharmacist, Ward boy for multispeciality hospital. Attractive salary and accommodation. xyxy=(278,700,342,733)
ad-text: ਲੜਕੀ ਲਈ ਯੋਗ ਵਰ ਚਾਹੀਦਾ ਹੈ। ਲੜਕੀ ਉੱਚ ਵਿੱਦਿਆ ਪ੍ਰਾਪਤ, ਸੁੰਦਰ ਅਤੇ ਸੁਸ਼ੀਲ ਹੈ। ਪਰਿਵਾਰ ਸਤਿਕਾਰਤ ਹੈ। ਸੰਪਰਕ ਕਰੋ। xyxy=(18,637,83,659)
gold-row-label: ਸੋਨਾ 18 ਕੈਰੇਟ xyxy=(184,506,206,523)
divider xyxy=(264,246,428,247)
jobs-person-icon xyxy=(214,630,264,680)
notice-title: ਸਰਕਾਰੀ ਸੂਚਨਾ xyxy=(572,491,604,497)
inset-body: ਸ਼ਹਿਰ ਦੇ ਮੁੱਖ ਚੌਕ ਵਿਚ ਲਗਾਏ ਗਏ ਬੁੱਤ ਦੇ ਆਲੇ-ਦੁਆਲੇ ਸੁੰਦਰੀਕਰਨ ਦਾ ਕੰਮ ਕਰਵਾਇਆ ਜਾ ਰਿਹਾ ਹੈ। xyxy=(430,330,502,347)
ad-text: ਮੈਂ ਆਪਣਾ ਨਾਂ ਬਦਲ ਲਿਆ ਹੈ। ਸਬੰਧਤ ਧਿਆਨ ਦੇਣ। xyxy=(86,724,151,736)
ad-text: ਫ਼ੈਕਟਰੀ ਲਈ ਹੈਲਪਰ, ਡਰਾਈਵਰ ਅਤੇ ਸਟਾਫ਼ ਦੀ ਲੋੜ ਹੈ। ਤਜਰਬੇਕਾਰ ਨੂੰ ਪਹਿਲ। xyxy=(86,624,151,641)
